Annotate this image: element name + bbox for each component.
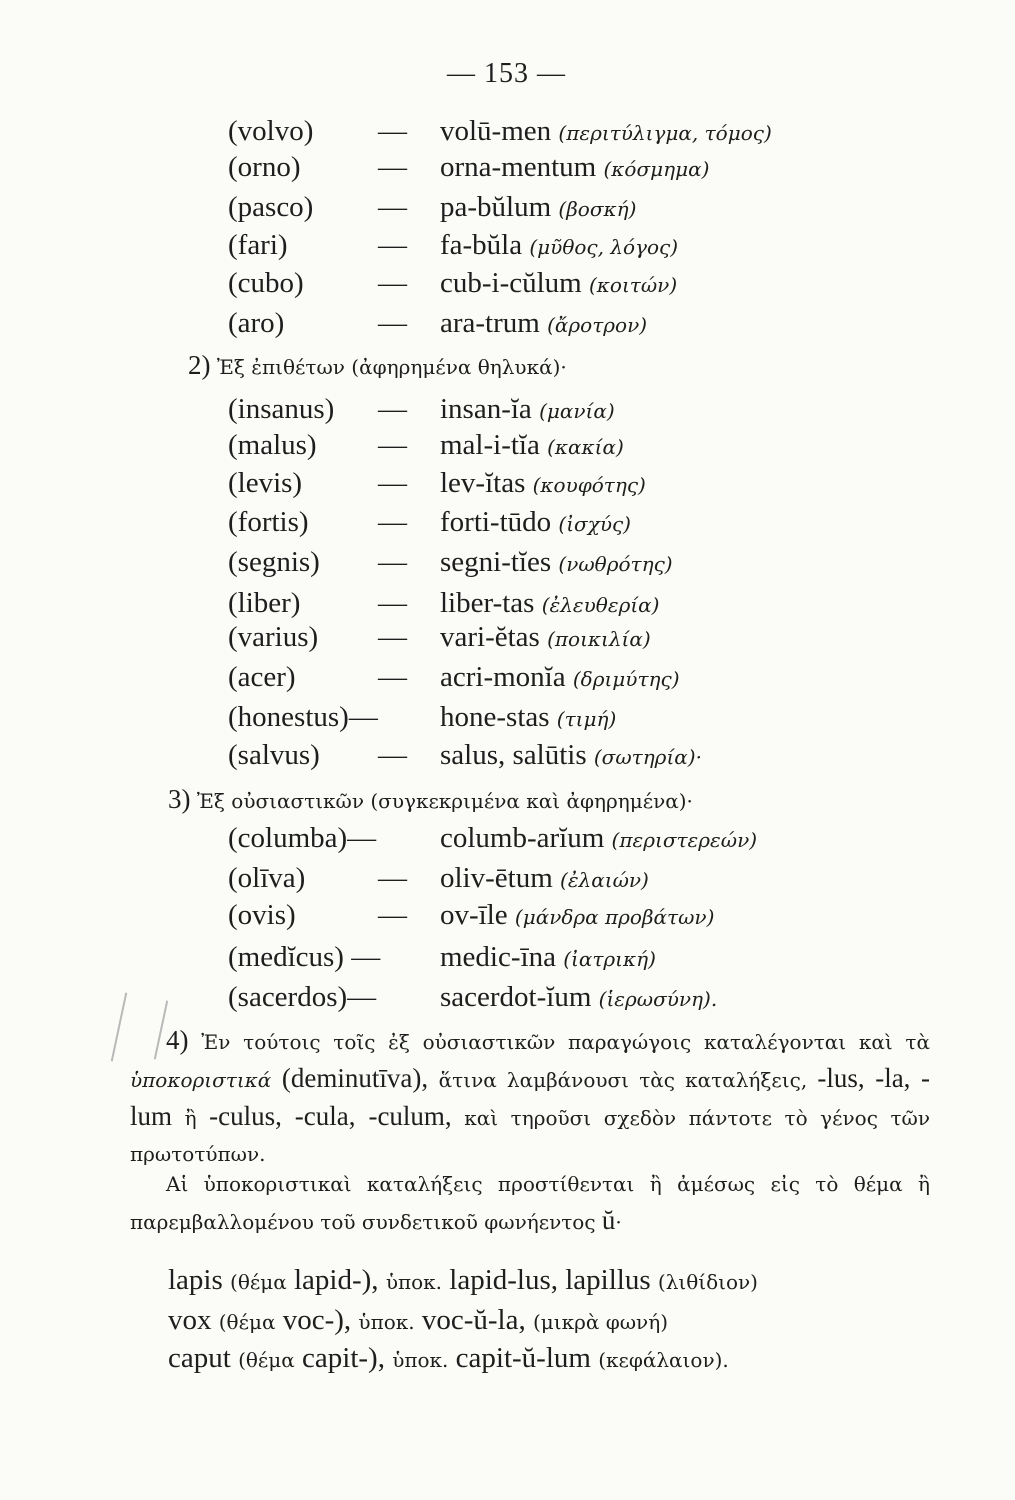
dash: — [378, 621, 407, 653]
original-word: (fari) [228, 229, 288, 261]
greek-gloss: (νωθρότης) [558, 552, 673, 576]
dash: — [378, 661, 407, 693]
original-word: (honestus)— [228, 701, 378, 733]
original-word: (columba)— [228, 822, 377, 854]
greek-gloss: (ἱερωσύνη). [598, 987, 718, 1011]
greek-gloss: (μάνδρα προβάτων) [514, 905, 715, 929]
original-word: (orno) [228, 151, 301, 183]
greek-gloss: (ποικιλία) [547, 627, 651, 651]
derived-word: forti-tūdo (ἰσχύς) [440, 506, 631, 538]
original-word: (aro) [228, 307, 285, 339]
derived-word: pa-bŭlum (βοσκή) [440, 191, 637, 223]
original-word: (malus) [228, 429, 317, 461]
derived-word: mal-i-tĭa (κακία) [440, 429, 624, 461]
dash: — [378, 587, 407, 619]
derived-word: lev-ĭtas (κουφότης) [440, 467, 646, 499]
pencil-mark [111, 993, 128, 1062]
dash: — [378, 393, 407, 425]
derived-word: acri-monĭa (δριμύτης) [440, 661, 680, 693]
greek-gloss: (ἐλευθερία) [541, 593, 660, 617]
original-word: (acer) [228, 661, 296, 693]
greek-gloss: (ἰατρική) [563, 947, 656, 971]
original-word: (medĭcus) — [228, 941, 381, 973]
greek-gloss: (κακία) [547, 435, 624, 459]
derived-word: columb-arĭum (περιστερεών) [440, 822, 758, 854]
original-word: (insanus) [228, 393, 335, 425]
original-word: (ovis) [228, 899, 296, 931]
dash: — [378, 191, 407, 223]
dash: — [378, 307, 407, 339]
derived-word: orna-mentum (κόσμημα) [440, 151, 710, 183]
greek-gloss: (μανία) [539, 399, 615, 423]
original-word: (pasco) [228, 191, 314, 223]
paragraph-4: 4) Ἐν τούτοις τοῖς ἐξ οὐσιαστικῶν παραγώγοις καταλέγονται καὶ τὰ ὑποκοριστικά (deminutīva), ἅτινα λαμβάνουσι τὰς καταλήξεις, -lus, -la, -lum ἢ -culus, -cula, -culum, καὶ τηροῦσι σχεδὸν πάντοτε τὸ γένος τῶν πρωτοτύπων. [130, 1025, 931, 1166]
original-word: (sacerdos)— [228, 981, 377, 1013]
section-heading-3: 3) Ἐξ οὐσιαστικῶν (συγκεκριμένα καὶ ἀφηρημένα)· [168, 784, 693, 814]
derived-word: segni-tĭes (νωθρότης) [440, 546, 673, 578]
greek-gloss: (περιστερεών) [611, 828, 758, 852]
derived-word: sacerdot-ĭum (ἱερωσύνη). [440, 981, 718, 1013]
original-word: (segnis) [228, 546, 320, 578]
derived-word: ara-trum (ἄροτρον) [440, 307, 648, 339]
derived-word: insan-ĭa (μανία) [440, 393, 615, 425]
dash: — [378, 546, 407, 578]
dash: — [378, 429, 407, 461]
original-word: (olīva) [228, 862, 306, 894]
derived-word: ov-īle (μάνδρα προβάτων) [440, 899, 715, 931]
original-word: (salvus) [228, 739, 320, 771]
paragraph-5: Αἱ ὑποκοριστικαὶ καταλήξεις προστίθενται ἢ ἀμέσως εἰς τὸ θέμα ἢ παρεμβαλλομένου τοῦ συνδετικοῦ φωνήεντος ŭ· [130, 1172, 930, 1235]
derived-word: volū-men (περιτύλιγμα, τόμος) [440, 115, 772, 147]
original-word: (levis) [228, 467, 303, 499]
greek-gloss: (τιμή) [556, 707, 617, 731]
example-row: vox (θέμα voc-), ὑποκ. voc-ŭ-la, (μικρὰ φωνή) [168, 1304, 669, 1336]
page-number: — 153 — [447, 58, 566, 89]
dash: — [378, 267, 407, 299]
greek-gloss: (ἐλαιών) [560, 868, 649, 892]
greek-gloss: (μῦθος, λόγος) [529, 235, 679, 259]
dash: — [378, 115, 407, 147]
dash: — [378, 899, 407, 931]
greek-gloss: (κουφότης) [532, 473, 646, 497]
dash: — [378, 739, 407, 771]
dash: — [378, 467, 407, 499]
greek-gloss: (κόσμημα) [603, 157, 710, 181]
greek-gloss: (δριμύτης) [572, 667, 680, 691]
original-word: (cubo) [228, 267, 304, 299]
greek-gloss: (περιτύλιγμα, τόμος) [558, 121, 772, 145]
derived-word: vari-ĕtas (ποικιλία) [440, 621, 651, 653]
derived-word: salus, salūtis (σωτηρία)· [440, 739, 702, 771]
dash: — [378, 151, 407, 183]
example-row: lapis (θέμα lapid-), ὑποκ. lapid-lus, lapillus (λιθίδιον) [168, 1264, 758, 1296]
greek-gloss: (ἄροτρον) [547, 313, 648, 337]
greek-gloss: (σωτηρία)· [593, 745, 702, 769]
example-row: caput (θέμα capit-), ὑποκ. capit-ŭ-lum (κεφάλαιον). [168, 1342, 729, 1374]
original-word: (varius) [228, 621, 319, 653]
derived-word: oliv-ētum (ἐλαιών) [440, 862, 649, 894]
section-heading-2: 2) Ἐξ ἐπιθέτων (ἀφηρημένα θηλυκά)· [188, 350, 567, 380]
derived-word: fa-bŭla (μῦθος, λόγος) [440, 229, 679, 261]
greek-gloss: (ἰσχύς) [558, 512, 631, 536]
derived-word: liber-tas (ἐλευθερία) [440, 587, 660, 619]
derived-word: cub-i-cŭlum (κοιτών) [440, 267, 678, 299]
original-word: (liber) [228, 587, 301, 619]
derived-word: hone-stas (τιμή) [440, 701, 617, 733]
dash: — [378, 229, 407, 261]
dash: — [378, 862, 407, 894]
greek-gloss: (βοσκή) [558, 197, 637, 221]
dash: — [378, 506, 407, 538]
original-word: (fortis) [228, 506, 309, 538]
greek-gloss: (κοιτών) [588, 273, 678, 297]
derived-word: medic-īna (ἰατρική) [440, 941, 656, 973]
original-word: (volvo) [228, 115, 314, 147]
